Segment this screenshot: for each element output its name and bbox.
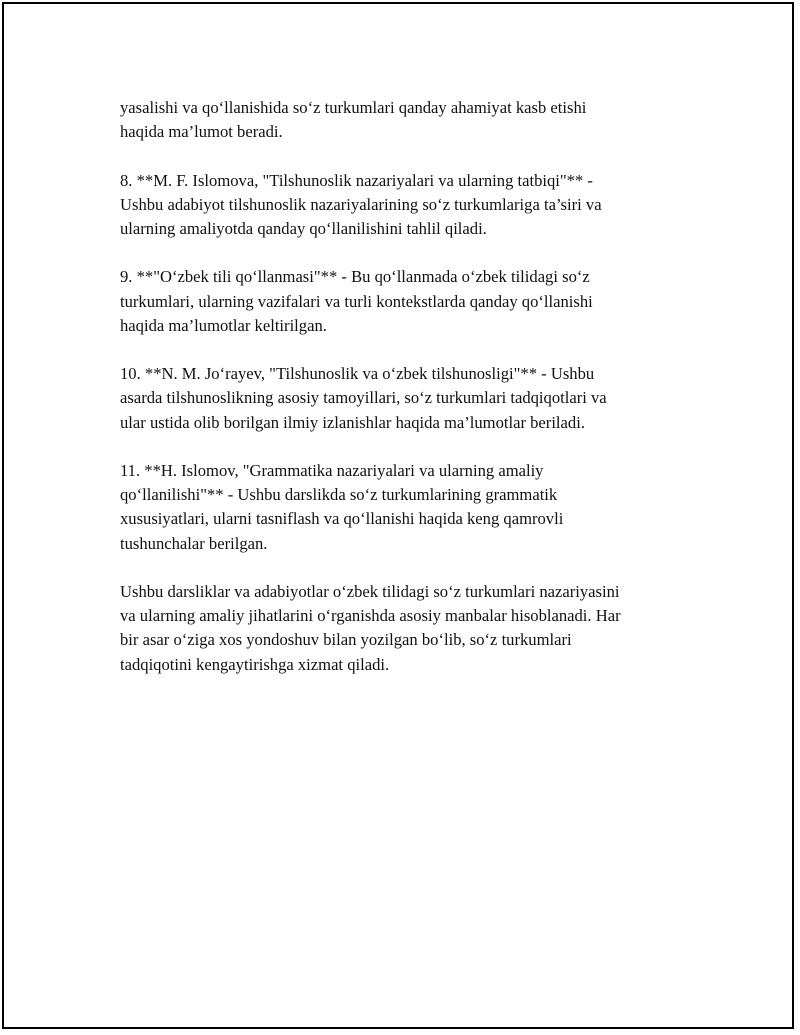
paragraph-continuation <box>120 96 710 144</box>
text-line: Ushbu adabiyot tilshunoslik nazariyalarining so‘z turkumlariga ta’siri va <box>120 194 602 214</box>
reference-item-8 <box>120 169 710 242</box>
text-line: haqida ma’lumotlar keltirilgan. <box>120 315 327 335</box>
text-line: 10. **N. M. Jo‘rayev, "Tilshunoslik va o‘zbek tilshunosligi"** - Ushbu <box>120 364 595 384</box>
closing-paragraph <box>120 580 710 677</box>
text-line: ularning amaliyotda qanday qo‘llanilishini tahlil qiladi. <box>120 219 487 238</box>
text-line: tadqiqotini kengaytirishga xizmat qiladi. <box>120 654 390 674</box>
text-line: va ularning amaliy jihatlarini o‘rganishda asosiy manbalar hisoblanadi. Har <box>120 606 621 626</box>
reference-item-11 <box>120 459 710 556</box>
text-line: xususiyatlari, ularni tasniflash va qo‘llanishi haqida keng qamrovli <box>120 509 564 529</box>
text-line: tushunchalar berilgan. <box>120 533 268 553</box>
reference-item-9 <box>120 265 710 338</box>
text-line: turkumlari, ularning vazifalari va turli kontekstlarda qanday qo‘llanishi <box>120 291 593 311</box>
text-line: Ushbu darsliklar va adabiyotlar o‘zbek tilidagi so‘z turkumlari nazariyasini <box>120 581 620 601</box>
text-line: qo‘llanilishi"** - Ushbu darslikda so‘z turkumlarining grammatik <box>120 485 558 505</box>
text-line: 8. **M. F. Islomova, "Tilshunoslik nazariyalari va ularning tatbiqi"** - <box>120 170 593 190</box>
text-line: asarda tilshunoslikning asosiy tamoyillari, so‘z turkumlari tadqiqotlari va <box>120 388 607 408</box>
text-line: bir asar o‘ziga xos yondoshuv bilan yozilgan bo‘lib, so‘z turkumlari <box>120 630 572 650</box>
text-line: haqida ma’lumot beradi. <box>120 122 283 142</box>
text-line: yasalishi va qo‘llanishida so‘z turkumlari qanday ahamiyat kasb etishi <box>120 98 587 117</box>
reference-item-10 <box>120 362 710 435</box>
text-line: 11. **H. Islomov, "Grammatika nazariyalari va ularning amaliy <box>120 460 544 480</box>
text-line: 9. **"O‘zbek tili qo‘llanmasi"** - Bu qo‘llanmada o‘zbek tilidagi so‘z <box>120 267 590 287</box>
document-page <box>2 2 794 1029</box>
document-body <box>120 96 710 701</box>
text-line: ular ustida olib borilgan ilmiy izlanishlar haqida ma’lumotlar beriladi. <box>120 412 585 432</box>
